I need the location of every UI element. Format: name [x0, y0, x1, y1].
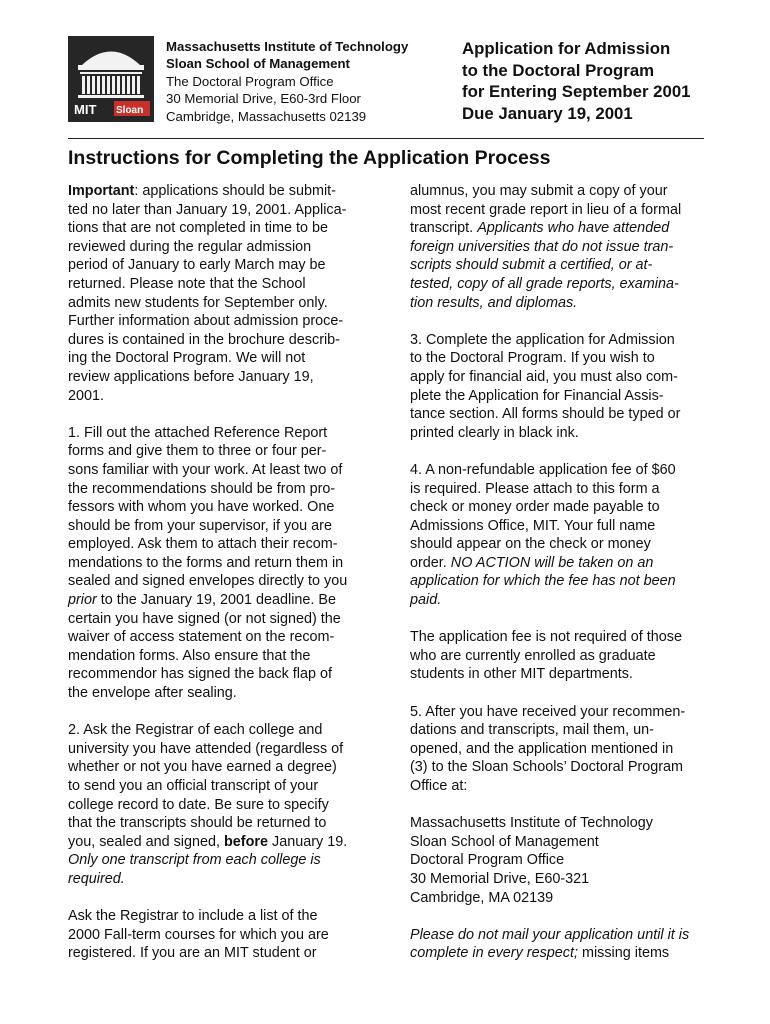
important-paragraph: Important: applications should be submit- ted no later than January 19, 2001. Applica- tions that are not completed in time to be reviewed during the regular admission period of January to early March may be returned. Please note that the School admits new students for September only. Further information about admission proce- dures is contained in the brochure describ- ing the Doctoral Program. We will not review applications before January 19, 2001. [68, 183, 347, 404]
step-2-paragraph: 2. Ask the Registrar of each college and university you have attended (regardless of whether or not you have earned a degree) to send you an official transcript of your college record to date. Be sure to specify that the transcripts should be returned to you, sealed and signed, before January 19. Only one transcript from each college is required. [68, 722, 348, 887]
fee-note-paragraph: The application fee is not required of those who are currently enrolled as graduate students in other MIT departments. [410, 629, 682, 683]
header-divider [68, 138, 704, 139]
step-3-paragraph: 3. Complete the application for Admission to the Doctoral Program. If you wish to apply for financial aid, you must also com- plete the Application for Financial Assis- tance section. All forms should be typed or printed clearly in black ink. [410, 331, 681, 441]
office-name: The Doctoral Program Office [166, 73, 334, 89]
step-1-paragraph: 1. Fill out the attached Reference Report forms and give them to three or four per- sons familiar with your work. At least two of the recommendations should be from pro- fessors with whom you have worked. One should be from your supervisor, if you are employed. Ask them to attach their recom- mendations to the forms and return them in sealed and signed envelopes directly to you prior to the January 19, 2001 deadline. Be certain you have signed (or not signed) the waiver of access statement on the recom- mendation forms. Also ensure that the recommendor has signed the back flap of the envelope after sealing. [68, 424, 348, 702]
closing-paragraph: Please do not mail your application until it is complete in every respect; missing items [410, 926, 690, 962]
mit-sloan-logo [68, 36, 154, 122]
logo-wordmark-sloan: Sloan [116, 105, 144, 116]
alumnus-paragraph: alumnus, you may submit a copy of your most recent grade report in lieu of a formal transcript. Applicants who have attended foreign universities that do not issue tran- scripts should submit a certified, or at- tested, copy of all grade reports, examina- tion results, and diplomas. [410, 183, 682, 311]
application-title-line: to the Doctoral Program [462, 60, 655, 80]
street-address: 30 Memorial Drive, E60-3rd Floor [166, 91, 361, 107]
mit-dome-icon [68, 36, 154, 122]
left-column [68, 182, 368, 963]
application-title-line: for Entering September 2001 [462, 82, 691, 101]
institute-name: Massachusetts Institute of Technology [166, 39, 409, 54]
school-address-block [166, 38, 446, 125]
mailing-address: Massachusetts Institute of Technology Sloan School of Management Doctoral Program Office 30 Memorial Drive, E60-321 Cambridge, MA 02139 [410, 815, 653, 906]
registrar-note-paragraph: Ask the Registrar to include a list of the 2000 Fall-term courses for which you are registered. If you are an MIT student or [68, 908, 329, 962]
application-title-line: Application for Admission [462, 39, 671, 58]
city-state-zip: Cambridge, Massachusetts 02139 [166, 108, 367, 124]
step-4-paragraph: 4. A non-refundable application fee of $60 is required. Please attach to this form a check or money order made payable to Admissions Office, MIT. Your full name should appear on the check or money order. NO ACTION will be taken on an application for which the fee has not been paid. [410, 461, 676, 609]
due-date: Due January 19, 2001 [462, 103, 633, 123]
logo-wordmark-mit: MIT [74, 102, 97, 117]
school-name: Sloan School of Management [166, 56, 350, 72]
page-heading: Instructions for Completing the Application Process [68, 147, 551, 169]
right-column [410, 182, 710, 963]
application-title [462, 38, 762, 124]
step-5-paragraph: 5. After you have received your recommen- dations and transcripts, mail them, un- opened, and the application mentioned in (3) to the Sloan Schools’ Doctoral Program Office at: [410, 703, 686, 794]
important-label: Important [68, 183, 135, 199]
